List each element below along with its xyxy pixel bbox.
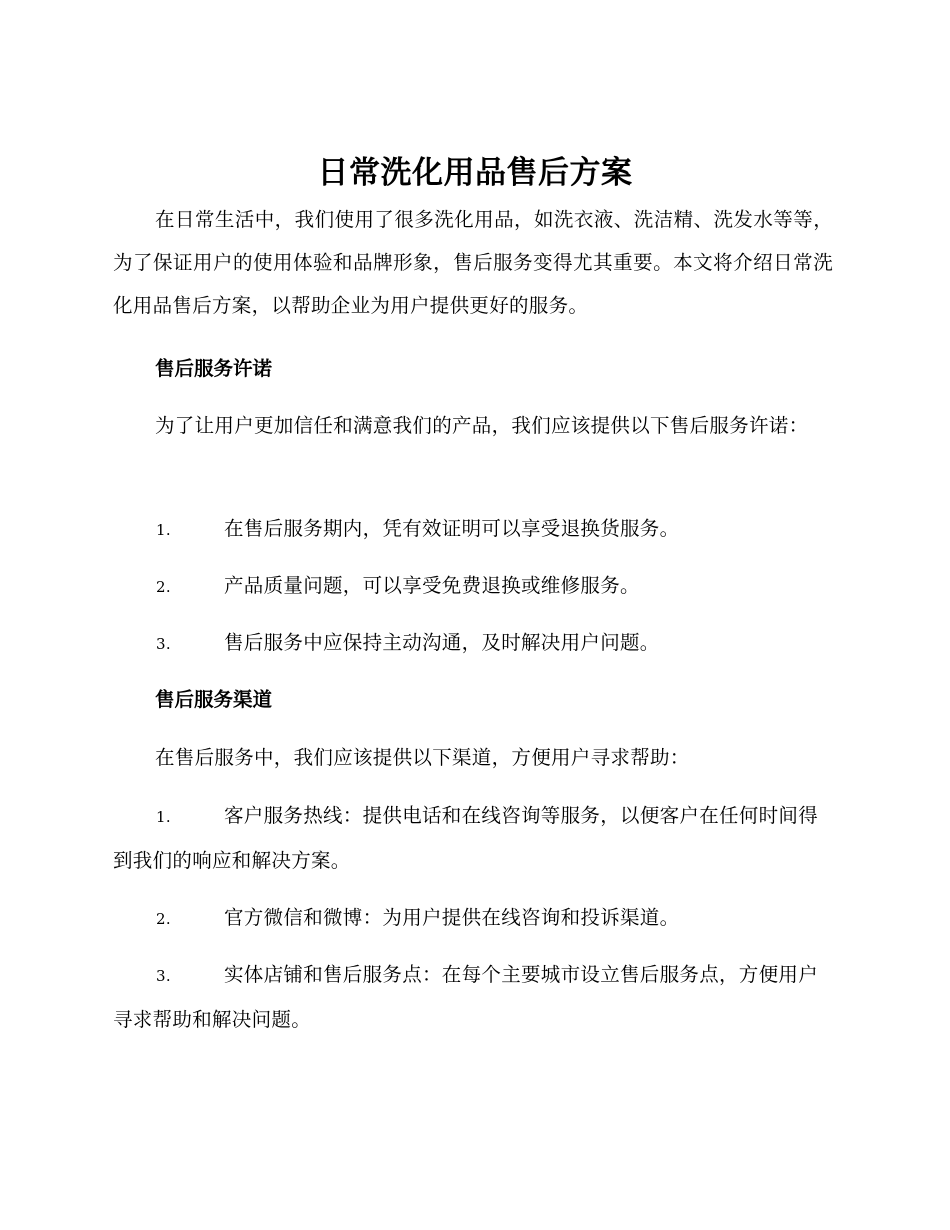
list-item-number: 2. bbox=[156, 910, 171, 928]
document-title: 日常洗化用品售后方案 bbox=[317, 155, 633, 191]
list-item-text: 在售后服务期内，凭有效证明可以享受退换货服务。 bbox=[224, 517, 680, 540]
list-item bbox=[113, 564, 833, 609]
section-paragraph-promise: 为了让用户更加信任和满意我们的产品，我们应该提供以下售后服务许诺： bbox=[155, 414, 809, 437]
list-item-text: 产品质量问题，可以享受免费退换或维修服务。 bbox=[224, 574, 640, 597]
list-item-number: 3. bbox=[156, 967, 171, 985]
list-item-number: 2. bbox=[156, 578, 171, 596]
list-item-text: 实体店铺和售后服务点：在每个主要城市设立售后服务点，方便用户寻求帮助和解决问题。 bbox=[113, 963, 819, 1031]
intro-paragraph: 在日常生活中，我们使用了很多洗化用品，如洗衣液、洗洁精、洗发水等等，为了保证用户的使用体验和品牌形象，售后服务变得尤其重要。本文将介绍日常洗化用品售后方案，以帮助企业为用户提供更好的服务。 bbox=[113, 208, 833, 317]
list-item-number: 1. bbox=[156, 521, 171, 539]
section-paragraph-channels: 在售后服务中，我们应该提供以下渠道，方便用户寻求帮助： bbox=[155, 746, 690, 769]
list-item-number: 3. bbox=[156, 635, 171, 653]
list-item bbox=[113, 621, 833, 666]
list-item-text: 售后服务中应保持主动沟通，及时解决用户问题。 bbox=[224, 631, 660, 654]
section-heading-promise: 售后服务许诺 bbox=[155, 357, 273, 380]
list-item-text: 客户服务热线：提供电话和在线咨询等服务，以便客户在任何时间得到我们的响应和解决方案。 bbox=[113, 804, 819, 872]
list-item bbox=[113, 896, 833, 941]
list-item-number: 1. bbox=[156, 808, 171, 826]
list-item bbox=[113, 507, 833, 552]
list-item-text: 官方微信和微博：为用户提供在线咨询和投诉渠道。 bbox=[224, 906, 680, 929]
section-heading-channels: 售后服务渠道 bbox=[155, 688, 273, 711]
list-item bbox=[113, 794, 833, 882]
list-item bbox=[113, 953, 833, 1041]
